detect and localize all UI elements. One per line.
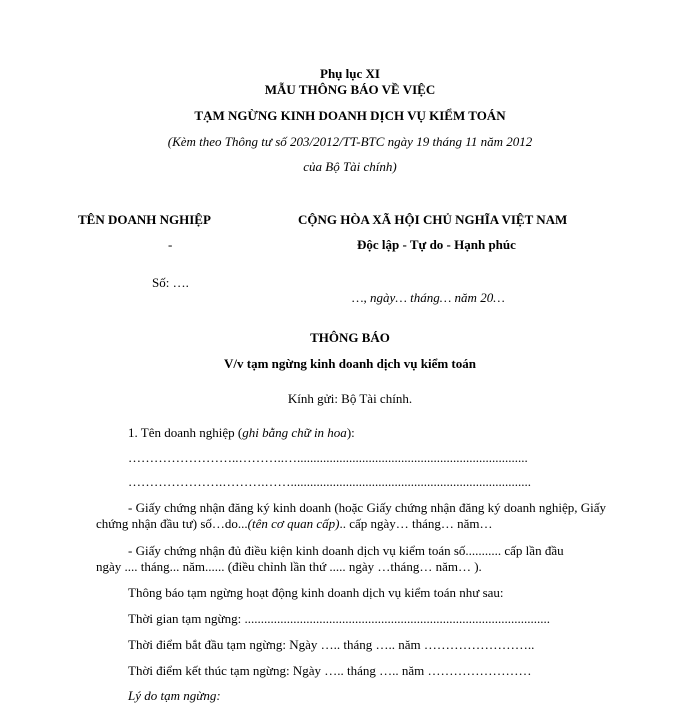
fill-line-1: ……………………..………..…....................................................................... [128,450,528,465]
announcement-line: Thông báo tạm ngừng hoạt động kinh doanh dịch vụ kiểm toán như sau: [128,585,504,600]
company-name-label: TÊN DOANH NGHIỆP [78,212,211,227]
suspension-duration: Thời gian tạm ngừng: .............................................................................................. [128,611,550,626]
business-cert-line-2: chứng nhận đầu tư) số…do...(tên cơ quan cấp).. cấp ngày… tháng… năm… [96,516,493,531]
ministry-note: của Bộ Tài chính) [303,159,397,174]
item-company-name: 1. Tên doanh nghiệp (ghi bằng chữ in hoa): [128,425,355,440]
date-line: …, ngày… tháng… năm 20… [352,290,505,305]
suspension-reason: Lý do tạm ngừng: [128,688,221,703]
fill-line-2: ………………….……….…….......................................................................... [128,474,531,489]
notice-subject: V/v tạm ngừng kinh doanh dịch vụ kiểm toán [224,356,476,371]
eligibility-cert-line-2: ngày .... tháng... năm...... (điều chỉnh lần thứ ..... ngày …tháng… năm… ). [96,559,482,574]
suspension-start: Thời điểm bắt đầu tạm ngừng: Ngày ….. tháng ….. năm …………………….. [128,637,535,652]
business-cert-line-1: - Giấy chứng nhận đăng ký kinh doanh (hoặc Giấy chứng nhận đăng ký doanh nghiệp, Giấy [128,500,607,515]
document-number: Số: …. [152,275,189,290]
form-subtitle: TẠM NGỪNG KINH DOANH DỊCH VỤ KIỂM TOÁN [194,108,506,123]
recipient-line: Kính gửi: Bộ Tài chính. [287,391,413,406]
annex-label: Phụ lục XI [320,66,380,81]
circular-note: (Kèm theo Thông tư số 203/2012/TT-BTC ngày 19 tháng 11 năm 2012 [167,134,533,149]
eligibility-cert-line-1: - Giấy chứng nhận đủ điều kiện kinh doanh dịch vụ kiểm toán số........... cấp lần đầu [128,543,564,558]
republic-heading: CỘNG HÒA XÃ HỘI CHỦ NGHĨA VIỆT NAM [298,212,568,227]
form-title: MẪU THÔNG BÁO VỀ VIỆC [264,82,436,97]
suspension-end: Thời điểm kết thúc tạm ngừng: Ngày ….. tháng ….. năm …………………… [128,663,532,678]
notice-title: THÔNG BÁO [310,330,390,345]
company-dash: - [168,237,173,252]
national-motto: Độc lập - Tự do - Hạnh phúc [357,237,516,252]
